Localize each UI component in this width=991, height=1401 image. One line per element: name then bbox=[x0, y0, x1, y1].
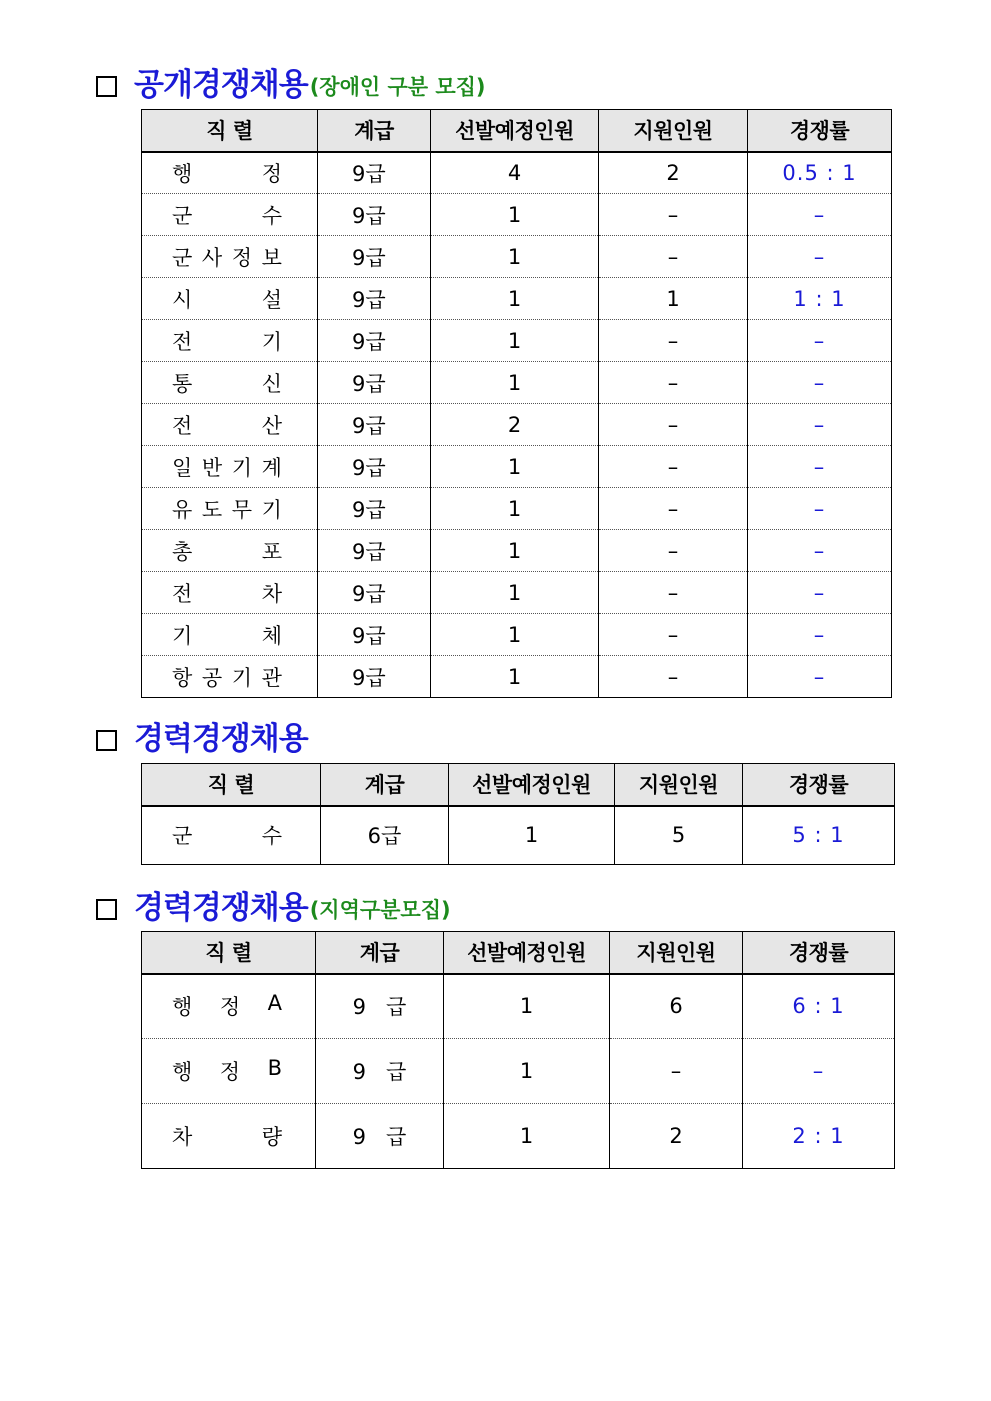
header-planned: 선발예정인원 bbox=[444, 932, 610, 974]
table-row bbox=[142, 362, 892, 404]
table-header-row bbox=[142, 932, 895, 974]
job-char: 군 bbox=[172, 203, 193, 228]
job-char: 행 bbox=[172, 995, 193, 1020]
job-char: 설 bbox=[261, 287, 282, 312]
job-char: 통 bbox=[172, 371, 193, 396]
cell-grade: 9 급 bbox=[316, 974, 444, 1039]
header-grade: 계급 bbox=[318, 110, 431, 152]
cell-planned: 1 bbox=[431, 656, 599, 698]
section1-table bbox=[141, 109, 892, 698]
job-char: B bbox=[267, 1056, 282, 1080]
table-row bbox=[142, 530, 892, 572]
cell-grade: 9급 bbox=[318, 614, 431, 656]
job-char: 보 bbox=[261, 245, 282, 270]
cell-applicants: – bbox=[599, 446, 748, 488]
cell-job bbox=[142, 236, 318, 278]
cell-planned: 1 bbox=[431, 530, 599, 572]
header-job: 직 렬 bbox=[142, 110, 318, 152]
cell-ratio: – bbox=[748, 530, 892, 572]
cell-applicants: 5 bbox=[615, 806, 743, 865]
section3-title bbox=[96, 891, 451, 925]
job-char: 반 bbox=[201, 455, 223, 480]
cell-job bbox=[142, 614, 318, 656]
job-char: 신 bbox=[261, 371, 282, 396]
cell-grade: 9급 bbox=[318, 530, 431, 572]
cell-ratio: – bbox=[748, 320, 892, 362]
cell-applicants: 6 bbox=[610, 974, 743, 1039]
cell-job bbox=[142, 806, 321, 865]
cell-applicants: – bbox=[599, 362, 748, 404]
header-grade: 계급 bbox=[316, 932, 444, 974]
job-char: 량 bbox=[261, 1125, 282, 1149]
header-planned: 선발예정인원 bbox=[449, 764, 615, 806]
cell-planned: 1 bbox=[444, 974, 610, 1039]
cell-applicants: 2 bbox=[599, 152, 748, 194]
cell-job bbox=[142, 194, 318, 236]
cell-ratio: – bbox=[748, 614, 892, 656]
cell-planned: 1 bbox=[431, 362, 599, 404]
section3-table bbox=[141, 931, 895, 1169]
cell-ratio: 0.5 : 1 bbox=[748, 152, 892, 194]
job-char: 전 bbox=[172, 581, 193, 606]
section3-main-title: 경력경쟁채용 bbox=[134, 890, 308, 926]
cell-job bbox=[142, 1104, 316, 1169]
job-char: 기 bbox=[231, 455, 253, 480]
section2-main-title: 경력경쟁채용 bbox=[134, 721, 308, 757]
cell-applicants: – bbox=[599, 404, 748, 446]
header-applicants: 지원인원 bbox=[615, 764, 743, 806]
table-body bbox=[142, 806, 895, 865]
cell-planned: 1 bbox=[444, 1104, 610, 1169]
cell-ratio: – bbox=[748, 488, 892, 530]
table-row bbox=[142, 152, 892, 194]
cell-job bbox=[142, 404, 318, 446]
job-char: 체 bbox=[261, 623, 282, 648]
table-body bbox=[142, 974, 895, 1169]
table-row bbox=[142, 614, 892, 656]
table-row bbox=[142, 488, 892, 530]
cell-applicants: 1 bbox=[599, 278, 748, 320]
job-char: 기 bbox=[231, 665, 253, 690]
table-header-row bbox=[142, 110, 892, 152]
cell-planned: 1 bbox=[449, 806, 615, 865]
cell-grade: 9급 bbox=[318, 404, 431, 446]
header-applicants: 지원인원 bbox=[610, 932, 743, 974]
table-header-row bbox=[142, 764, 895, 806]
header-job: 직 렬 bbox=[142, 932, 316, 974]
checkbox-square-icon bbox=[96, 76, 117, 97]
checkbox-square-icon bbox=[96, 899, 117, 920]
cell-planned: 1 bbox=[431, 488, 599, 530]
table-row bbox=[142, 1104, 895, 1169]
section1-main-title: 공개경쟁채용 bbox=[134, 67, 308, 103]
table-row bbox=[142, 656, 892, 698]
job-char: 일 bbox=[172, 455, 193, 480]
job-char: 기 bbox=[261, 329, 282, 354]
table-row bbox=[142, 974, 895, 1039]
job-char: 총 bbox=[172, 539, 193, 564]
job-char: 차 bbox=[172, 1125, 193, 1149]
job-char: 시 bbox=[172, 287, 193, 312]
cell-grade: 9 급 bbox=[316, 1104, 444, 1169]
cell-grade: 6급 bbox=[321, 806, 449, 865]
cell-ratio: 2 : 1 bbox=[743, 1104, 895, 1169]
cell-job bbox=[142, 152, 318, 194]
cell-planned: 4 bbox=[431, 152, 599, 194]
cell-planned: 1 bbox=[431, 320, 599, 362]
job-char: 행 bbox=[172, 1060, 193, 1084]
cell-grade: 9급 bbox=[318, 656, 431, 698]
header-grade: 계급 bbox=[321, 764, 449, 806]
cell-planned: 1 bbox=[431, 278, 599, 320]
cell-job bbox=[142, 530, 318, 572]
job-char: 정 bbox=[219, 1060, 241, 1084]
table-row bbox=[142, 1039, 895, 1104]
job-char: 포 bbox=[261, 539, 282, 564]
job-char: 정 bbox=[219, 995, 241, 1020]
job-char: 전 bbox=[172, 329, 193, 354]
cell-applicants: – bbox=[599, 572, 748, 614]
section1-subtitle: (장애인 구분 모집) bbox=[309, 75, 486, 99]
table-row bbox=[142, 194, 892, 236]
cell-job bbox=[142, 278, 318, 320]
cell-planned: 1 bbox=[444, 1039, 610, 1104]
cell-grade: 9급 bbox=[318, 236, 431, 278]
cell-job bbox=[142, 656, 318, 698]
section2-table bbox=[141, 763, 895, 865]
cell-applicants: – bbox=[599, 236, 748, 278]
job-char: 군 bbox=[172, 824, 193, 849]
header-ratio: 경쟁률 bbox=[743, 932, 895, 974]
table-row bbox=[142, 404, 892, 446]
cell-ratio: – bbox=[748, 194, 892, 236]
cell-grade: 9급 bbox=[318, 446, 431, 488]
cell-ratio: 6 : 1 bbox=[743, 974, 895, 1039]
cell-grade: 9급 bbox=[318, 152, 431, 194]
cell-ratio: – bbox=[743, 1039, 895, 1104]
cell-job bbox=[142, 446, 318, 488]
cell-planned: 1 bbox=[431, 236, 599, 278]
job-char: A bbox=[267, 991, 282, 1016]
cell-ratio: – bbox=[748, 236, 892, 278]
job-char: 수 bbox=[261, 203, 282, 228]
cell-applicants: – bbox=[599, 656, 748, 698]
job-char: 정 bbox=[261, 161, 282, 186]
cell-job bbox=[142, 572, 318, 614]
job-char: 유 bbox=[172, 497, 193, 522]
job-char: 사 bbox=[201, 245, 223, 270]
header-planned: 선발예정인원 bbox=[431, 110, 599, 152]
cell-applicants: – bbox=[599, 530, 748, 572]
header-ratio: 경쟁률 bbox=[743, 764, 895, 806]
cell-job bbox=[142, 362, 318, 404]
table-row bbox=[142, 446, 892, 488]
cell-grade: 9급 bbox=[318, 194, 431, 236]
cell-applicants: – bbox=[610, 1039, 743, 1104]
section1-title bbox=[96, 68, 486, 102]
cell-applicants: – bbox=[599, 488, 748, 530]
job-char: 차 bbox=[261, 581, 282, 606]
job-char: 정 bbox=[231, 245, 253, 270]
cell-ratio: – bbox=[748, 404, 892, 446]
job-char: 관 bbox=[261, 665, 282, 690]
table-row bbox=[142, 236, 892, 278]
cell-grade: 9급 bbox=[318, 278, 431, 320]
section2-title bbox=[96, 722, 308, 756]
table-row bbox=[142, 806, 895, 865]
cell-job bbox=[142, 488, 318, 530]
job-char: 계 bbox=[261, 455, 282, 480]
cell-ratio: – bbox=[748, 656, 892, 698]
cell-grade: 9급 bbox=[318, 320, 431, 362]
table-body bbox=[142, 152, 892, 698]
cell-grade: 9급 bbox=[318, 572, 431, 614]
job-char: 행 bbox=[172, 161, 193, 186]
cell-grade: 9급 bbox=[318, 488, 431, 530]
job-char: 전 bbox=[172, 413, 193, 438]
checkbox-square-icon bbox=[96, 730, 117, 751]
cell-grade: 9 급 bbox=[316, 1039, 444, 1104]
cell-ratio: – bbox=[748, 446, 892, 488]
cell-planned: 1 bbox=[431, 572, 599, 614]
cell-planned: 1 bbox=[431, 614, 599, 656]
cell-planned: 1 bbox=[431, 446, 599, 488]
cell-planned: 2 bbox=[431, 404, 599, 446]
table-row bbox=[142, 320, 892, 362]
job-char: 항 bbox=[172, 665, 193, 690]
section3-subtitle: (지역구분모집) bbox=[309, 898, 451, 922]
cell-ratio: – bbox=[748, 572, 892, 614]
header-ratio: 경쟁률 bbox=[748, 110, 892, 152]
cell-job bbox=[142, 974, 316, 1039]
cell-ratio: – bbox=[748, 362, 892, 404]
cell-job bbox=[142, 1039, 316, 1104]
cell-planned: 1 bbox=[431, 194, 599, 236]
job-char: 군 bbox=[172, 245, 193, 270]
cell-ratio: 5 : 1 bbox=[743, 806, 895, 865]
cell-grade: 9급 bbox=[318, 362, 431, 404]
cell-job bbox=[142, 320, 318, 362]
cell-applicants: – bbox=[599, 194, 748, 236]
table-row bbox=[142, 278, 892, 320]
table-row bbox=[142, 572, 892, 614]
cell-ratio: 1 : 1 bbox=[748, 278, 892, 320]
job-char: 공 bbox=[201, 665, 223, 690]
header-job: 직 렬 bbox=[142, 764, 321, 806]
job-char: 산 bbox=[261, 413, 282, 438]
job-char: 도 bbox=[201, 497, 223, 522]
cell-applicants: 2 bbox=[610, 1104, 743, 1169]
job-char: 수 bbox=[261, 824, 282, 849]
cell-applicants: – bbox=[599, 614, 748, 656]
cell-applicants: – bbox=[599, 320, 748, 362]
header-applicants: 지원인원 bbox=[599, 110, 748, 152]
job-char: 기 bbox=[261, 497, 282, 522]
job-char: 무 bbox=[231, 497, 253, 522]
job-char: 기 bbox=[172, 623, 193, 648]
